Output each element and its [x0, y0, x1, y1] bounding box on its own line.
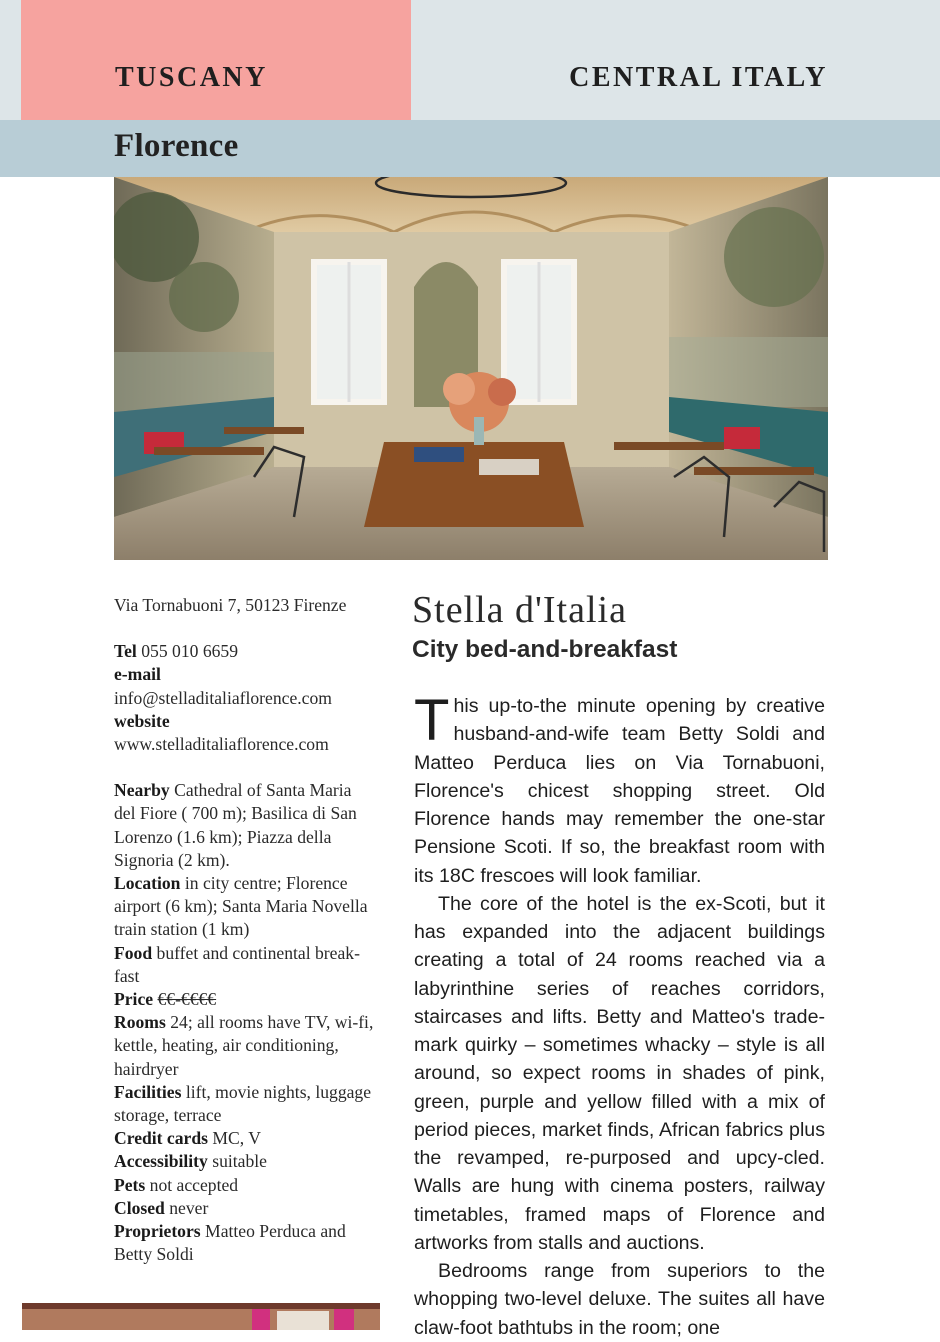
region-label: TUSCANY — [115, 62, 268, 93]
facilities-label: Facilities — [114, 1081, 182, 1102]
closed-value: never — [169, 1197, 209, 1218]
facilities-value: storage, terrace — [114, 1105, 222, 1126]
proprietors-label: Proprietors — [114, 1221, 201, 1242]
paragraph-text: his up-to-the minute opening by creative husband-and-wife team Betty Soldi and Matteo Perduca lies on Via Tornabuoni, Florence's chicest shopping street. Old Florence hands may remember the one-star Pensione Scoti. If so, the breakfast room with its 18C frescoes will look familiar. — [414, 695, 825, 887]
closed-label: Closed — [114, 1197, 165, 1218]
price-label: Price — [114, 989, 154, 1010]
region-tab — [21, 0, 411, 120]
nearby-value: Cathedral of Santa Maria — [174, 780, 352, 801]
bedroom-photo — [22, 1303, 380, 1330]
hotel-breakfast-room-photo — [114, 177, 828, 560]
hotel-info-column — [114, 594, 382, 1266]
food-value: fast — [114, 965, 140, 986]
article-paragraph — [414, 688, 825, 890]
article-paragraph: The core of the hotel is the ex-Scoti, but it has expanded into the adjacent buildings creating a total of 24 rooms reached via a labyrinthine series of reaches corridors, staircases and lifts. Betty and Matteo's trade-mark quirky – sometimes whacky – style is all around, so expect rooms in shades of pink, green, purple and yellow filled with a mix of period pieces, market finds, African fabrics plus the revamped, re-purposed and upcy-cled. Walls are hung with cinema posters, railway timetables, framed maps of Florence and artworks from stalls and auctions. — [414, 892, 825, 1254]
city-label: Florence — [114, 128, 239, 164]
credit-cards-label: Credit cards — [114, 1128, 208, 1149]
rooms-value: hairdryer — [114, 1058, 179, 1079]
rooms-value: 24; all rooms have TV, wi-fi, — [170, 1012, 374, 1033]
accessibility-label: Accessibility — [114, 1151, 208, 1172]
facilities-value: lift, movie nights, luggage — [185, 1081, 372, 1102]
location-value: train station (1 km) — [114, 919, 250, 940]
nearby-value: Signoria (2 km). — [114, 849, 230, 870]
article-paragraph: Bedrooms range from superiors to the whopping two-level deluxe. The suites all have claw-foot bathtubs in the room; one — [414, 1260, 825, 1339]
food-value: buffet and continental break- — [156, 942, 360, 963]
nearby-value: Lorenzo (1.6 km); Piazza della — [114, 826, 332, 847]
tel-value[interactable]: 055 010 6659 — [141, 641, 238, 662]
email-value[interactable]: info@stelladitaliaflorence.com — [114, 687, 332, 708]
price-value: €€-€€€€ — [157, 989, 217, 1010]
email-label: e-mail — [114, 664, 161, 685]
nearby-label: Nearby — [114, 780, 170, 801]
credit-cards-value: MC, V — [212, 1128, 261, 1149]
address: Via Tornabuoni 7, 50123 Firenze — [114, 595, 347, 615]
proprietors-value: Matteo Perduca and — [205, 1221, 346, 1242]
proprietors-value: Betty Soldi — [114, 1244, 194, 1265]
hotel-type: City bed-and-breakfast — [412, 636, 678, 663]
pets-label: Pets — [114, 1174, 146, 1195]
accessibility-value: suitable — [212, 1151, 267, 1172]
rooms-label: Rooms — [114, 1012, 166, 1033]
article-body — [414, 688, 825, 1342]
location-label: Location — [114, 873, 181, 894]
tel-label: Tel — [114, 641, 137, 662]
website-value[interactable]: www.stelladitaliaflorence.com — [114, 734, 329, 755]
website-label: website — [114, 710, 170, 731]
hotel-name: Stella d'Italia — [412, 589, 627, 631]
area-label: CENTRAL ITALY — [569, 62, 828, 93]
pets-value: not accepted — [149, 1174, 239, 1195]
location-value: airport (6 km); Santa Maria Novella — [114, 896, 368, 917]
food-label: Food — [114, 942, 153, 963]
drop-cap: T — [414, 688, 450, 753]
nearby-value: del Fiore ( 700 m); Basilica di San — [114, 803, 357, 824]
location-value: in city centre; Florence — [184, 873, 348, 894]
rooms-value: kettle, heating, air conditioning, — [114, 1035, 339, 1056]
